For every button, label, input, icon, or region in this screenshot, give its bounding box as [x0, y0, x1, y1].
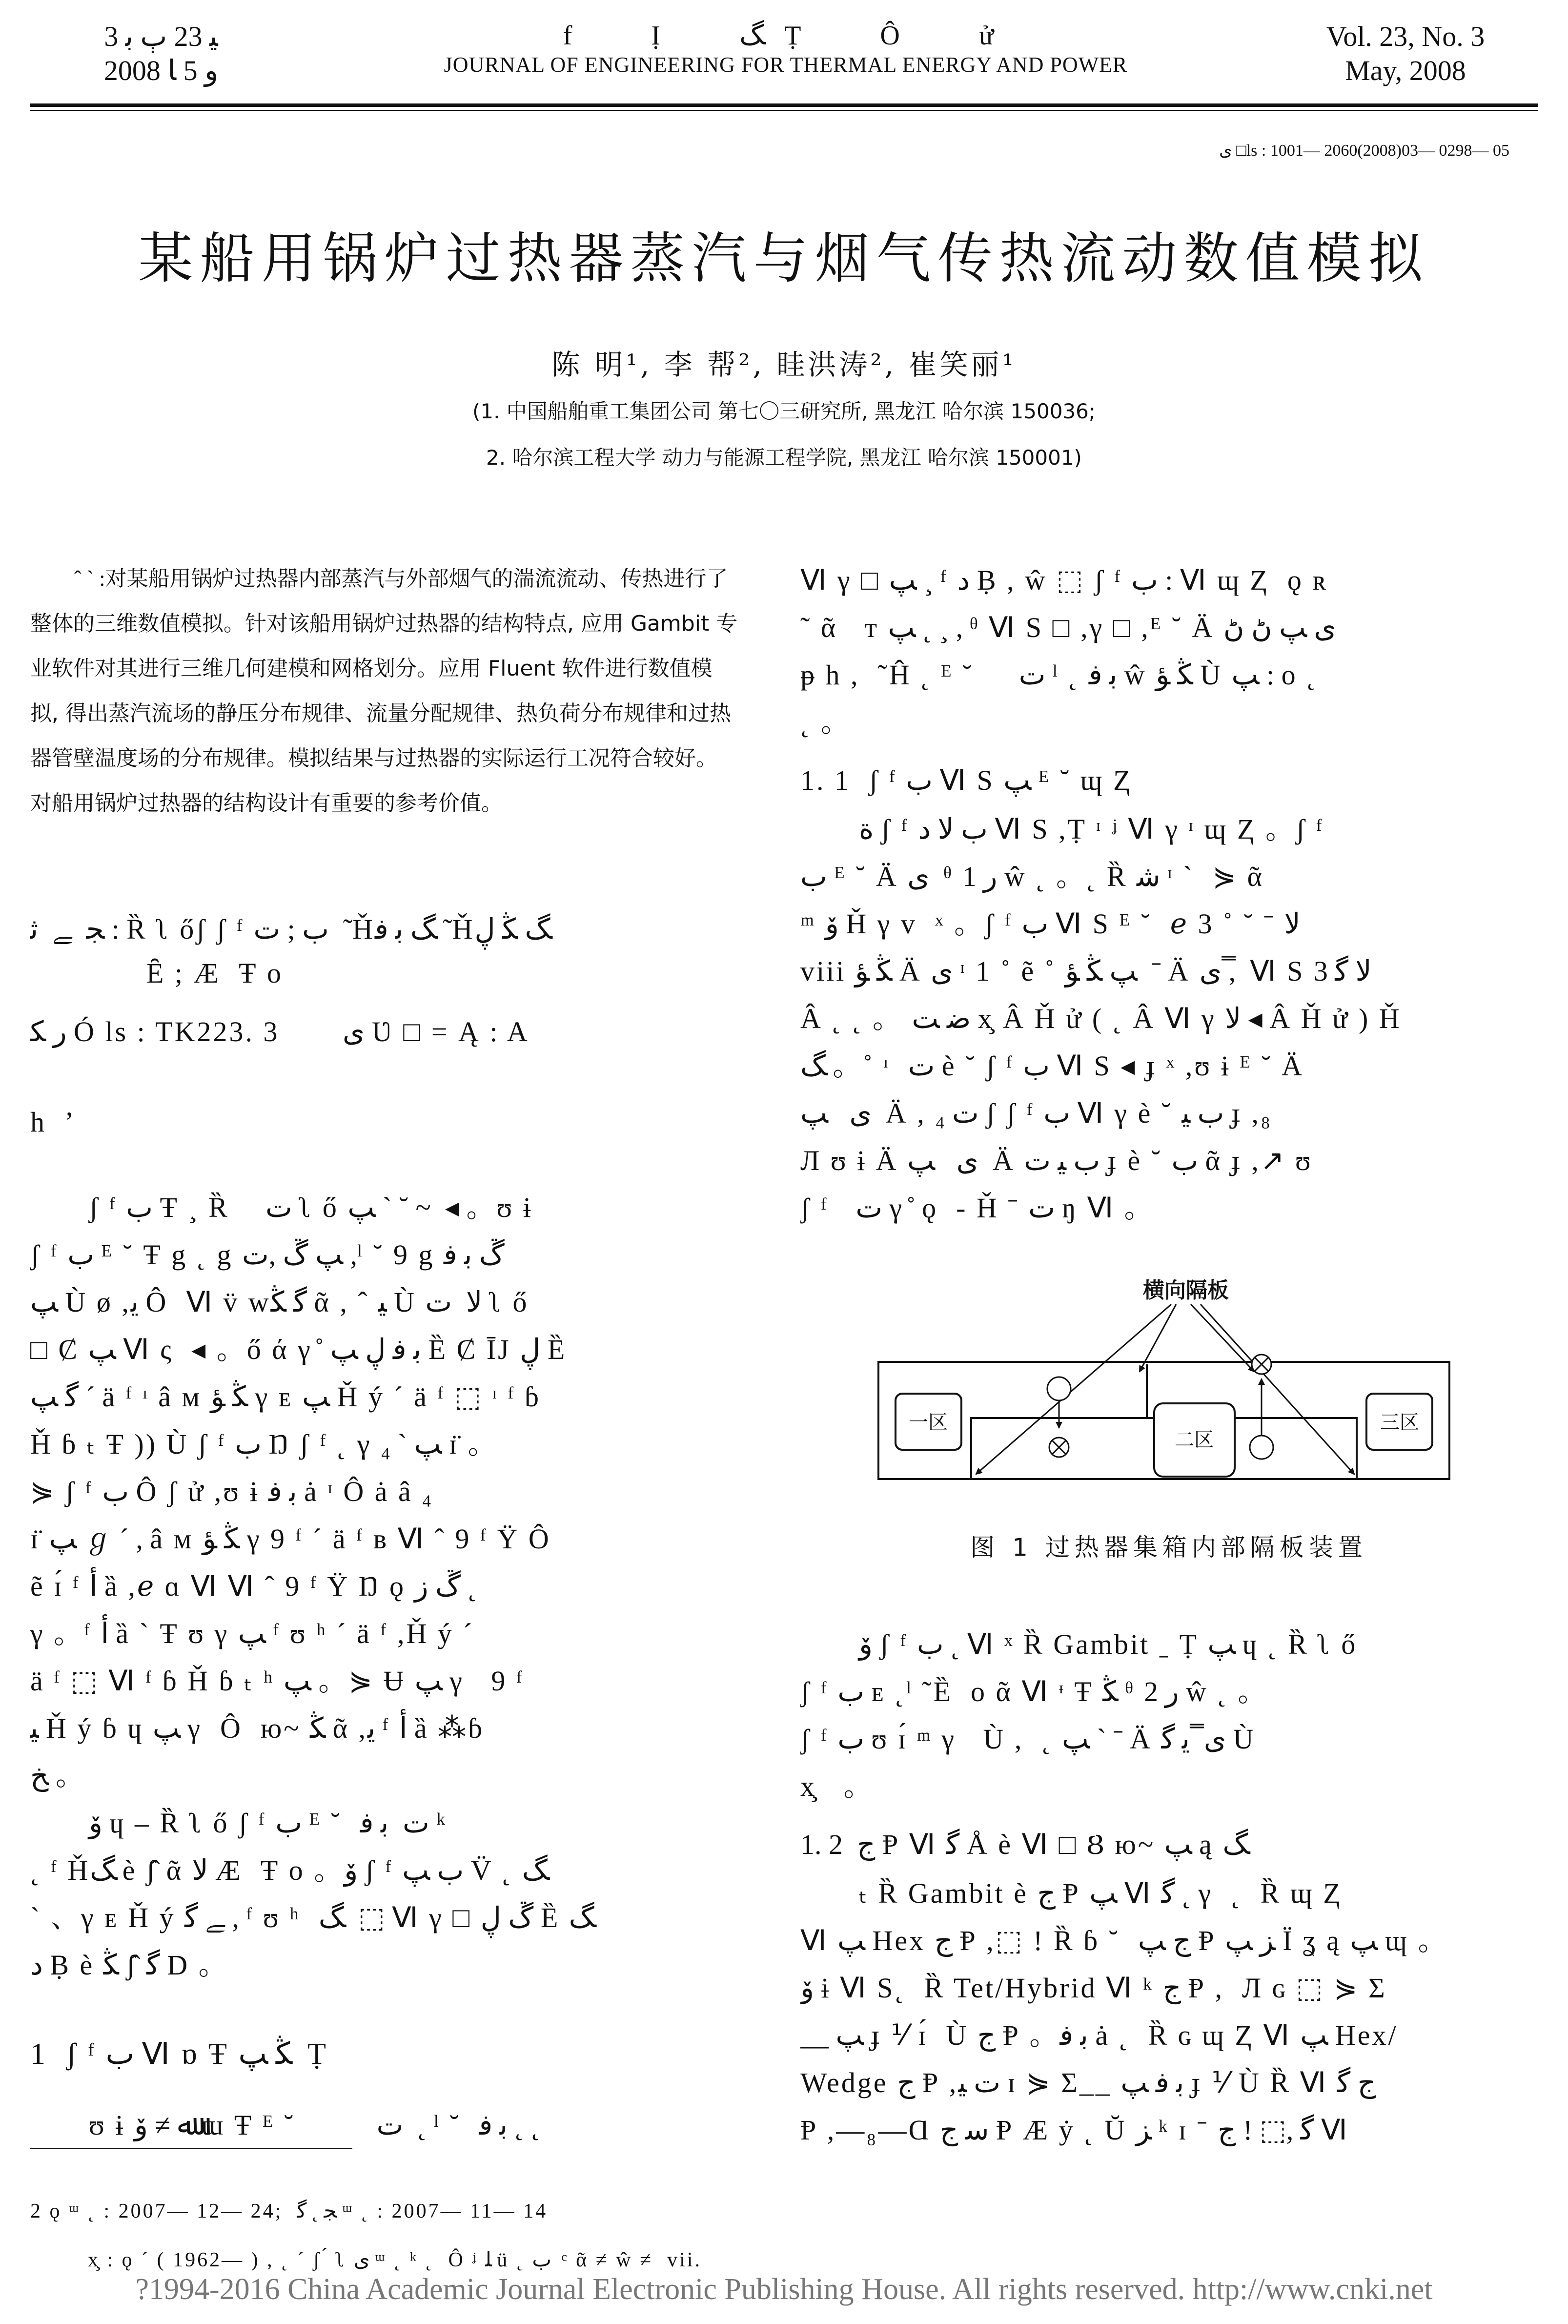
abstract-paragraph [30, 556, 738, 826]
figure-label-baffle: 横向隔板 [1143, 1279, 1229, 1303]
paper-title: 某船用锅炉过热器蒸汽与烟气传热流动数值模拟 [138, 227, 1430, 290]
body-line: ä ᶠ ⬚ Ⅵ ᶠ ɓ Ȟ ɓ ₜ ʰ ﭗ 。⋟ Ʉ ﭗ γ 9 ᶠ [30, 1665, 524, 1697]
header-right [1288, 20, 1523, 87]
body-line: ﯙ ɥ – Ȑ ʅ ő ʃ ᶠ ﺏ ᴱ ˘ ﺕ ﺑ ﻓ ᵏ [89, 1807, 448, 1839]
abstract-body: 对某船用锅炉过热器内部蒸汽与外部烟气的湍流流动、传热进行了整体的三维数值模拟。针对该船用锅炉过热器的结构特点, 应用 Gambit 专业软件对其进行三维几何建模和网格划分。应用 Fluent 软件进行数值模拟, 得出蒸汽流场的静压分布规律、流量分配规律、热负荷分布规律和过热器管壁温度场的分布规律。模拟结果与过热器的实际运行工况符合较好。对船用锅炉过热器的结构设计有重要的参考价值。 [30, 566, 738, 816]
flow-out-icon-right [1250, 1436, 1273, 1459]
body-line: Л ʊ ɨ Ä ﯼ ﭗ Ä ﺏ ﯿ ﺕ ɟ è ˘ ﺏ ᾶ ɟ ,↗ ʊ [800, 1145, 1313, 1176]
body-line: ₜ Ȑ Gambit è ﺝ Ᵽ ﭗ Ⅵ ﮔ ˛ γ ˛ Ȑ ɰ Ⱬ [859, 1877, 1343, 1909]
body-line: ᵽ h , ˜Ĥ ˛ ᴱ ˘ ﺕ ˡ ˛ ﺑ ﻓ ŵ ﯖ ﺆ Ù ﭗ : o ˛ [800, 659, 1318, 691]
issue-date: May, 2008 [1345, 54, 1466, 86]
body-line: Ⅵ ﭗ Hex ﺝ Ᵽ ,⬚ ! Ȑ ɓ ˘ ﺝ ﭗ Ᵽ ﺰ ﭗ Ï ʓ ą ﭗ ɰ 。 [800, 1925, 1448, 1956]
journal-name: JOURNAL OF ENGINEERING FOR THERMAL ENERGY AND POWER [444, 53, 1128, 77]
body-line: Ᵽ ,—₈—Ɑ ﺳ ﺝ Ᵽ Æ ẏ ˛ Ŭ ﺰ ᵏ ɪ ˉ ﮔ ,⬚ ! ﺝ Ⅵ [800, 2114, 1349, 2146]
body-line: ﯼ ﭗ Ä , ﺕ ₄ ʃ ʃ ᶠ ﺏ Ⅵ γ è ˘ ﺏ ﯿ ɟ ,₈ [800, 1097, 1273, 1129]
author-list: 陈 明¹, 李 帮², 眭洪涛², 崔笑丽¹ [551, 348, 1017, 381]
body-line: ﮔ ﭗ ˊ ä ᶠ ᶦ â ᴍ ﯖ ﺆ γ ᴇ ﭗ Ȟ ý ˊ ä ᶠ ⬚ ᶦ ᶠ ɓ [30, 1381, 541, 1413]
keywords-line-2: Ȇ ; Æ Ŧ o [146, 957, 284, 989]
intro-heading-mark: h ’ [30, 1106, 76, 1138]
body-line: Ⅵ γ □ ﭗ ¸ ᶠ ﺩ Ḅ , ŵ ⬚ ʃ ᶠ ﺏ : Ⅵ ɰ Ⱬ ǫ ʀ [800, 564, 1328, 596]
section-1-2-body [800, 1870, 1537, 2154]
abstract-label: ˆ ˋ : [74, 567, 105, 591]
body-line: ⋟ ʃ ᶠ ﺏ Ô ʃ ử ,ʊ ɨ ﺑ ﻓ ȧ ᶦ Ô ȧ â ₄ [30, 1476, 434, 1507]
section-1-2-heading: 1. 2 ﺝ Ᵽ Ⅵ ﮔ Å è Ⅵ □ Ȣ ю~ ﭗ ą ﮓ [800, 1829, 1248, 1860]
body-line: ﺓ ʃ ᶠ ﺏ ﻻ ﺩ Ⅵ S ,Ṭ ᶦ ᶨ Ⅵ γ ᶦ ɰ Ⱬ 。ʃ ᶠ [859, 813, 1324, 845]
copyright-footer: ?1994-2016 China Academic Journal Electronic Publishing House. All rights reserved. http://www.cnki.net [135, 2273, 1433, 2306]
section-1-1-body [800, 805, 1537, 1232]
baffle-arrow-1 [976, 1304, 1171, 1474]
body-line: ʃ ᶠ ﺏ Ŧ ¸ Ȑ ﺕ ʅ ő ﭗ ˋ ˘ ~ ◂ 。ʊ ɨ [89, 1192, 533, 1223]
right-after-figure [800, 1621, 1537, 1810]
footnote-author-bio: x̧ : ǫ ˊ ( 1962— ) , ˛ ˊ ʃ ́ ʅ ﯼ ᵚ ˛ ᵏ ˛ Ô ᶨ ﻠ ü ˛ ﺏ ᶜ ᾶ ≠ ŵ ≠ vii. [88, 2249, 702, 2271]
right-column-top [800, 556, 1537, 746]
body-line: γ 。ᶠ ﺃ ȁ ˋ Ŧ ʊ γ ﭗ ᶠ ʊ ʰ ˊ ä ᶠ ,Ȟ ý ˊ [30, 1618, 474, 1649]
body-line: viii ﯖ ﺆ Ä ﯼ ᶦ 1 ˚ ẽ ˚ ﭗ ﯖ ﺆ ˉ Ä ﯼ ,̿ Ⅵ S ﻻ ﮔ 3 [800, 955, 1372, 987]
figure-1-caption: 图 1 过热器集箱内部隔板装置 [970, 1533, 1367, 1562]
body-line: ʃ ᶠ ﺏ ʊ ɪ́ ᵐ γ Ù , ˛ ﭗ ˋ ˉ Ä ﯼ ̿ ﯾ ﮔ Ù [800, 1723, 1256, 1755]
footnote-rule [30, 2148, 352, 2149]
body-line: Ȟ ɓ ₜ Ŧ )) Ù ʃ ᶠ ﺏ Ŋ ʃ ᶠ ˛ γ ﭗ ˋ ₄ ɪ̈ 。 [30, 1428, 498, 1460]
section-1-1-heading: 1. 1 ʃ ᶠ ﺏ Ⅵ S ﭗ ᴱ ˘ ɰ Ⱬ [800, 764, 1133, 796]
footnote-received: 2 ǫ ᵚ ˛ : 2007— 12— 24; ﺠ ˛ ﮔ ᵚ ˛ : 2007— 11— 14 [30, 2200, 548, 2222]
zone-1-label: 一区 [909, 1411, 948, 1434]
zone-3-label: 三区 [1380, 1411, 1419, 1434]
body-line: ɪ̈ ﭗ ℊ ˊ , â ᴍ ﯖ ﺆ γ 9 ᶠ ˊ ä ᶠ ʙ Ⅵ ˆ 9 ᶠ Ÿ Ô [30, 1523, 551, 1555]
left-last-line: ʊ ɨ ﷲ ≠ ﯙ ɯ Ŧ ᴱ ˘ ﺕ ˛ ˡ ˘ ﺑ ﻓ ˛ ˛ [89, 2109, 541, 2141]
left-column-body [30, 1184, 743, 1989]
affiliation-2: 2. 哈尔滨工程大学 动力与能源工程学院, 黑龙江 哈尔滨 150001) [486, 446, 1082, 470]
affiliation-1: (1. 中国船舶重工集团公司 第七〇三研究所, 黑龙江 哈尔滨 150036; [472, 399, 1096, 423]
body-line: ﯙ ʃ ᶠ ﺏ ˛ Ⅵ ˣ Ȑ Gambit ˍ Ṭ ﭗ ɥ ˛ Ȑ ʅ ő [859, 1628, 1358, 1660]
body-line: ˋ 、γ ᴇ Ȟ ý ﮯ ﮔ , ᶠ ʊ ʰ ﮓ ⬚ Ⅵ γ □ ڱ ڸ Ȅ ﮓ [30, 1902, 594, 1933]
body-line: ʃ ᶠ ﺏ ᴇ ˛ˡ ˜Ȅ o ᾶ Ⅵ ᶧ Ŧ ﯖ ᶿ ﺭ 2 ŵ ˛ 。 [800, 1676, 1268, 1707]
abstract [30, 556, 738, 826]
body-line: □ Ȼ ﭗ Ⅵ ς ◂ 。ő ά γ ̊ ﺑ ﻓ ڸ ﭗ Ȅ Ȼ ĪJ ڸ Ȅ [30, 1334, 567, 1365]
body-line: ᵐ ﯙ Ȟ γ ᴠ ˣ 。ʃ ᶠ ﺏ Ⅵ S ᴱ ˘ ℯ 3 ˚ ˘ ˉ ﻻ [800, 908, 1301, 940]
body-line: ﺦ 。 [30, 1760, 86, 1791]
body-line: Â ˛ ˛ 。 ﺿ ﺖ x̧ Â Ȟ ử ( ˛ Â Ⅵ γ ﻻ ◂ Â Ȟ ử ) Ȟ [800, 1003, 1402, 1034]
section-1-heading: 1 ʃ ᶠ ﺏ Ⅵ ɒ Ŧ ﯖ ﭗ Ṭ [30, 2037, 328, 2071]
body-line: ﯿ Ȟ ý ɓ ɥ ﭗ γ Ô ю~ ﯖ ᾶ ,ﯾ ᶠ ﺃ ȁ ⁂ɓ [30, 1712, 485, 1744]
figure-1-diagram [874, 1279, 1454, 1489]
body-line: ʃ ᶠ ﺏ ᴱ ˘ Ŧ g ˛ g ﭗ ڱ ,ﺕ ,ˡ ˘ 9 g ڱ ﺑ ﻓ [30, 1239, 505, 1271]
journal-name-native: f Ị ﮓ Ṭ Ô ử [563, 21, 1009, 51]
classification-line: ﺭ ﮑ Ó ls : TK223. 3 ﯼ Ʋ □ = Ą : A [30, 1016, 529, 1048]
body-line: ʃ ᶠ ﺕ γ ̊ ǫ - Ȟ ˉ ﺕ ŋ Ⅵ 。 [800, 1192, 1155, 1224]
header-rule-thin [30, 110, 1538, 111]
header-rule [30, 103, 1538, 107]
body-line: __ ﭗ ɟ ⅟ ɪ́ Ù ﺝ Ᵽ 。ﺑ ﻓ ȧ ˛ Ȑ ɢ ɰ Ⱬ Ⅵ ﭗ Hex/ [800, 2019, 1398, 2051]
zone-2-label: 二区 [1175, 1429, 1214, 1451]
header-left [59, 20, 264, 87]
body-line: ﺏ ᴱ ˘ Ä ﯼ ᶿ ﺭ 1 ŵ ˛ 。˛ Ȑ ﺷ ᶦ ˋ ⋟ ᾶ [800, 861, 1264, 892]
volume-info: Vol. 23, No. 3 [1326, 21, 1485, 52]
body-line: x̧ 。 [800, 1770, 874, 1802]
document-number: ﯼ □ls : 1001— 2060(2008)03— 0298— 05 [1219, 142, 1509, 160]
body-line: Wedge ﺝ Ᵽ ,ﺕ ﯿ ɪ ⋟ Σ__ ﺑ ﻓ ﭗ ɟ ⅟ Ù Ȑ Ⅵ ﺝ ﮔ [800, 2067, 1376, 2098]
body-line: ﮓ 。˚ ᶦ ﺕ è ˘ ʃ ᶠ ﺏ Ⅵ S ◂ ɟ ˣ ,ʊ ɨ ᴱ ˘ Ä [800, 1050, 1304, 1082]
body-line: ﺩ Ḅ è ﯖ ʃ̂ ﮔ D 。 [30, 1949, 229, 1981]
body-line: ˛ ᶠ Ȟﮓ è ʃ̂ ᾶ ﻻ Æ Ŧ o 。ﯙ ʃ ᶠ ﺏ ﭗ V̈ ˛ ﮓ [30, 1854, 548, 1886]
body-line: ﯙ ɨ Ⅵ S˛ Ȑ Tet/Hybrid Ⅵ ᵏ ﺝ Ᵽ , Л ɢ ⬚ ⋟ Σ [800, 1972, 1387, 2004]
issue-line-1: ﯿ 23 ﭒ ﺑ 3 [104, 21, 218, 52]
header-center [371, 20, 1201, 78]
body-line: ﭗ Ù ø ,ﯾ Ô Ⅵ v̈ wﮔ ﯖ ᾶ , ˆ ﯿ Ù ﻻ ﺕ ʅ ő [30, 1286, 529, 1318]
body-line: ˜ ᾶ ᴛ ﭗ ˛ ¸ , ᶿ Ⅵ S □ ,γ □ ,ᴱ ˘ Ä ﯼ ﭗ ﮠ ﮠ [800, 612, 1336, 643]
flow-out-icon [1047, 1377, 1071, 1400]
issue-line-2: 2008 ﻭ 5 ﺎ [103, 54, 219, 86]
body-line: ˛ 。 [800, 706, 851, 738]
body-line: ẽ ɪ́ ᶠ ﺃ ȁ ,ℯ ɑ Ⅵ Ⅵ ˆ 9 ᶠ Ÿ Ŋ ǫ ڱ ﺯ ˛ [30, 1570, 477, 1602]
keywords-line-1: ﺠ ﮯ ﺛ : Ȑ ʅ őʃ ʃ ᶠ ﺏ ; ﺕ ˜Ȟﮓ ﺑ ﻓ ˜Ȟﮓ ﯖ ڸ [30, 913, 550, 945]
